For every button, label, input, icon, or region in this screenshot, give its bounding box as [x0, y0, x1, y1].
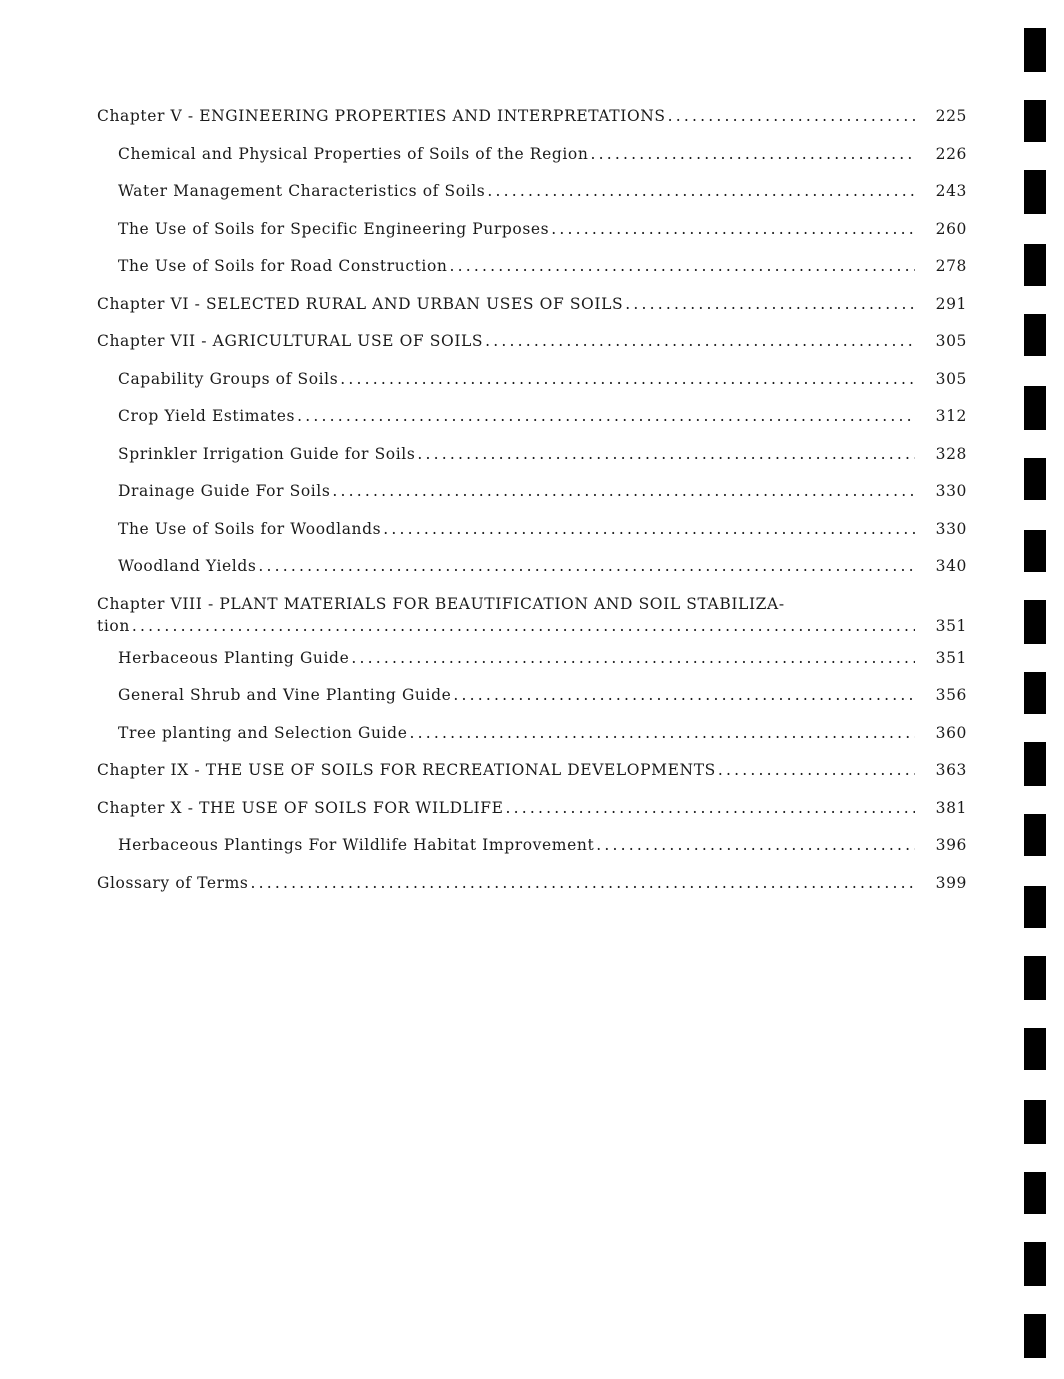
- toc-entry-page: 351: [935, 616, 967, 635]
- toc-entry: [97, 98, 967, 136]
- binding-punch-mark: [1024, 1242, 1046, 1286]
- toc-entry-page: 305: [935, 332, 967, 350]
- toc-entry-title: Crop Yield Estimates: [118, 407, 296, 425]
- dot-leader: [625, 286, 915, 324]
- dot-leader: [383, 511, 915, 549]
- toc-entry-page: 278: [935, 257, 967, 275]
- dot-leader: [417, 436, 915, 474]
- toc-entry-title: Glossary of Terms: [97, 873, 249, 892]
- toc-entry-title: The Use of Soils for Specific Engineering Purposes: [118, 219, 550, 238]
- toc-entry: [97, 865, 967, 903]
- dot-leader: [718, 752, 915, 790]
- binding-punch-mark: [1024, 1172, 1046, 1214]
- dot-leader: [351, 640, 915, 678]
- dot-leader: [340, 361, 915, 399]
- dot-leader: [332, 473, 915, 511]
- toc-entry: [97, 436, 967, 474]
- binding-punch-mark: [1024, 956, 1046, 1000]
- toc-entry: [97, 286, 967, 324]
- toc-entry: [97, 136, 967, 174]
- binding-punch-mark: [1024, 1100, 1046, 1144]
- toc-entry-page: 396: [935, 836, 967, 854]
- dot-leader: [297, 398, 915, 436]
- binding-punch-mark: [1024, 170, 1046, 214]
- binding-punch-mark: [1024, 100, 1046, 142]
- binding-punch-mark: [1024, 600, 1046, 644]
- toc-entry-title: Capability Groups of Soils: [118, 369, 339, 388]
- toc-entry-page: 260: [935, 219, 967, 238]
- toc-entry-page: 351: [935, 648, 967, 667]
- dot-leader: [409, 715, 915, 753]
- toc-entry-title: The Use of Soils for Road Construction: [118, 257, 448, 275]
- toc-entry-title-continued: tion: [97, 616, 130, 635]
- toc-entry-page: 356: [935, 686, 967, 704]
- toc-entry: [97, 677, 967, 715]
- toc-entry: [97, 398, 967, 436]
- toc-entry: [97, 790, 967, 828]
- toc-entry-page: 360: [935, 723, 967, 742]
- toc-entry-title: Chapter V - ENGINEERING PROPERTIES AND INTERPRETATIONS: [97, 107, 666, 125]
- toc-entry-title: Chapter X - THE USE OF SOILS FOR WILDLIFE: [97, 798, 504, 817]
- toc-entry-title: The Use of Soils for Woodlands: [118, 519, 382, 538]
- toc-entry: [97, 548, 967, 586]
- toc-entry: [97, 248, 967, 286]
- dot-leader: [450, 248, 915, 286]
- toc-entry-page: 340: [935, 557, 967, 575]
- binding-punch-mark: [1024, 458, 1046, 500]
- toc-entry-title: General Shrub and Vine Planting Guide: [118, 686, 452, 704]
- toc-entry: [97, 715, 967, 753]
- binding-punch-mark: [1024, 672, 1046, 714]
- toc-entry: [97, 323, 967, 361]
- binding-punch-mark: [1024, 530, 1046, 572]
- toc-entry-page: 330: [935, 482, 967, 500]
- toc-entry-page: 243: [935, 182, 967, 200]
- binding-punch-mark: [1024, 386, 1046, 430]
- toc-entry: [97, 361, 967, 399]
- binding-punch-mark: [1024, 814, 1046, 856]
- toc-entry-title: Chapter IX - THE USE OF SOILS FOR RECREATIONAL DEVELOPMENTS: [97, 761, 716, 779]
- binding-punch-mark: [1024, 1028, 1046, 1070]
- toc-entry: [97, 827, 967, 865]
- toc-entry-page: 226: [935, 144, 967, 163]
- dot-leader: [596, 827, 915, 865]
- toc-entry-page: 291: [935, 294, 967, 313]
- binding-punch-mark: [1024, 28, 1046, 72]
- toc-entry-page: 312: [935, 407, 967, 425]
- toc-entry: [97, 511, 967, 549]
- toc-entry-title: Herbaceous Plantings For Wildlife Habitat Improvement: [118, 836, 595, 854]
- toc-entry-title: Tree planting and Selection Guide: [118, 723, 408, 742]
- dot-leader: [250, 865, 915, 903]
- toc-entry: [97, 752, 967, 790]
- toc-entry: [97, 586, 967, 640]
- binding-punch-mark: [1024, 314, 1046, 356]
- toc-entry: [97, 640, 967, 678]
- toc-entry-page: 305: [935, 369, 967, 388]
- toc-entry-title: Chemical and Physical Properties of Soils of the Region: [118, 144, 589, 163]
- toc-entry-title: Chapter VIII - PLANT MATERIALS FOR BEAUTIFICATION AND SOIL STABILIZA-: [97, 594, 785, 613]
- binding-punch-mark: [1024, 1314, 1046, 1358]
- dot-leader: [453, 677, 915, 715]
- toc-entry-title: Sprinkler Irrigation Guide for Soils: [118, 444, 416, 463]
- toc-entry-page: 225: [935, 107, 967, 125]
- dot-leader: [132, 615, 915, 637]
- dot-leader: [487, 173, 915, 211]
- binding-punch-mark: [1024, 244, 1046, 286]
- dot-leader: [590, 136, 915, 174]
- toc-entry-title: Chapter VI - SELECTED RURAL AND URBAN USES OF SOILS: [97, 294, 624, 313]
- toc-entry-page: 381: [935, 798, 967, 817]
- binding-punch-mark: [1024, 886, 1046, 928]
- toc-entry: [97, 473, 967, 511]
- toc-entry-title: Chapter VII - AGRICULTURAL USE OF SOILS: [97, 332, 484, 350]
- toc-entry-title: Woodland Yields: [118, 557, 257, 575]
- toc-entry-page: 328: [935, 444, 967, 463]
- dot-leader: [551, 211, 915, 249]
- dot-leader: [258, 548, 915, 586]
- dot-leader: [668, 98, 915, 136]
- binding-punch-mark: [1024, 742, 1046, 786]
- toc-entry: [97, 211, 967, 249]
- toc-entry-title: Drainage Guide For Soils: [118, 482, 331, 500]
- toc-entry-page: 330: [935, 519, 967, 538]
- dot-leader: [485, 323, 915, 361]
- toc-entry-title: Water Management Characteristics of Soils: [118, 182, 486, 200]
- toc-entry-page: 363: [935, 761, 967, 779]
- toc-entry-page: 399: [935, 873, 967, 892]
- toc-entry: [97, 173, 967, 211]
- dot-leader: [505, 790, 915, 828]
- toc-entry-title: Herbaceous Planting Guide: [118, 648, 350, 667]
- table-of-contents: [97, 98, 967, 902]
